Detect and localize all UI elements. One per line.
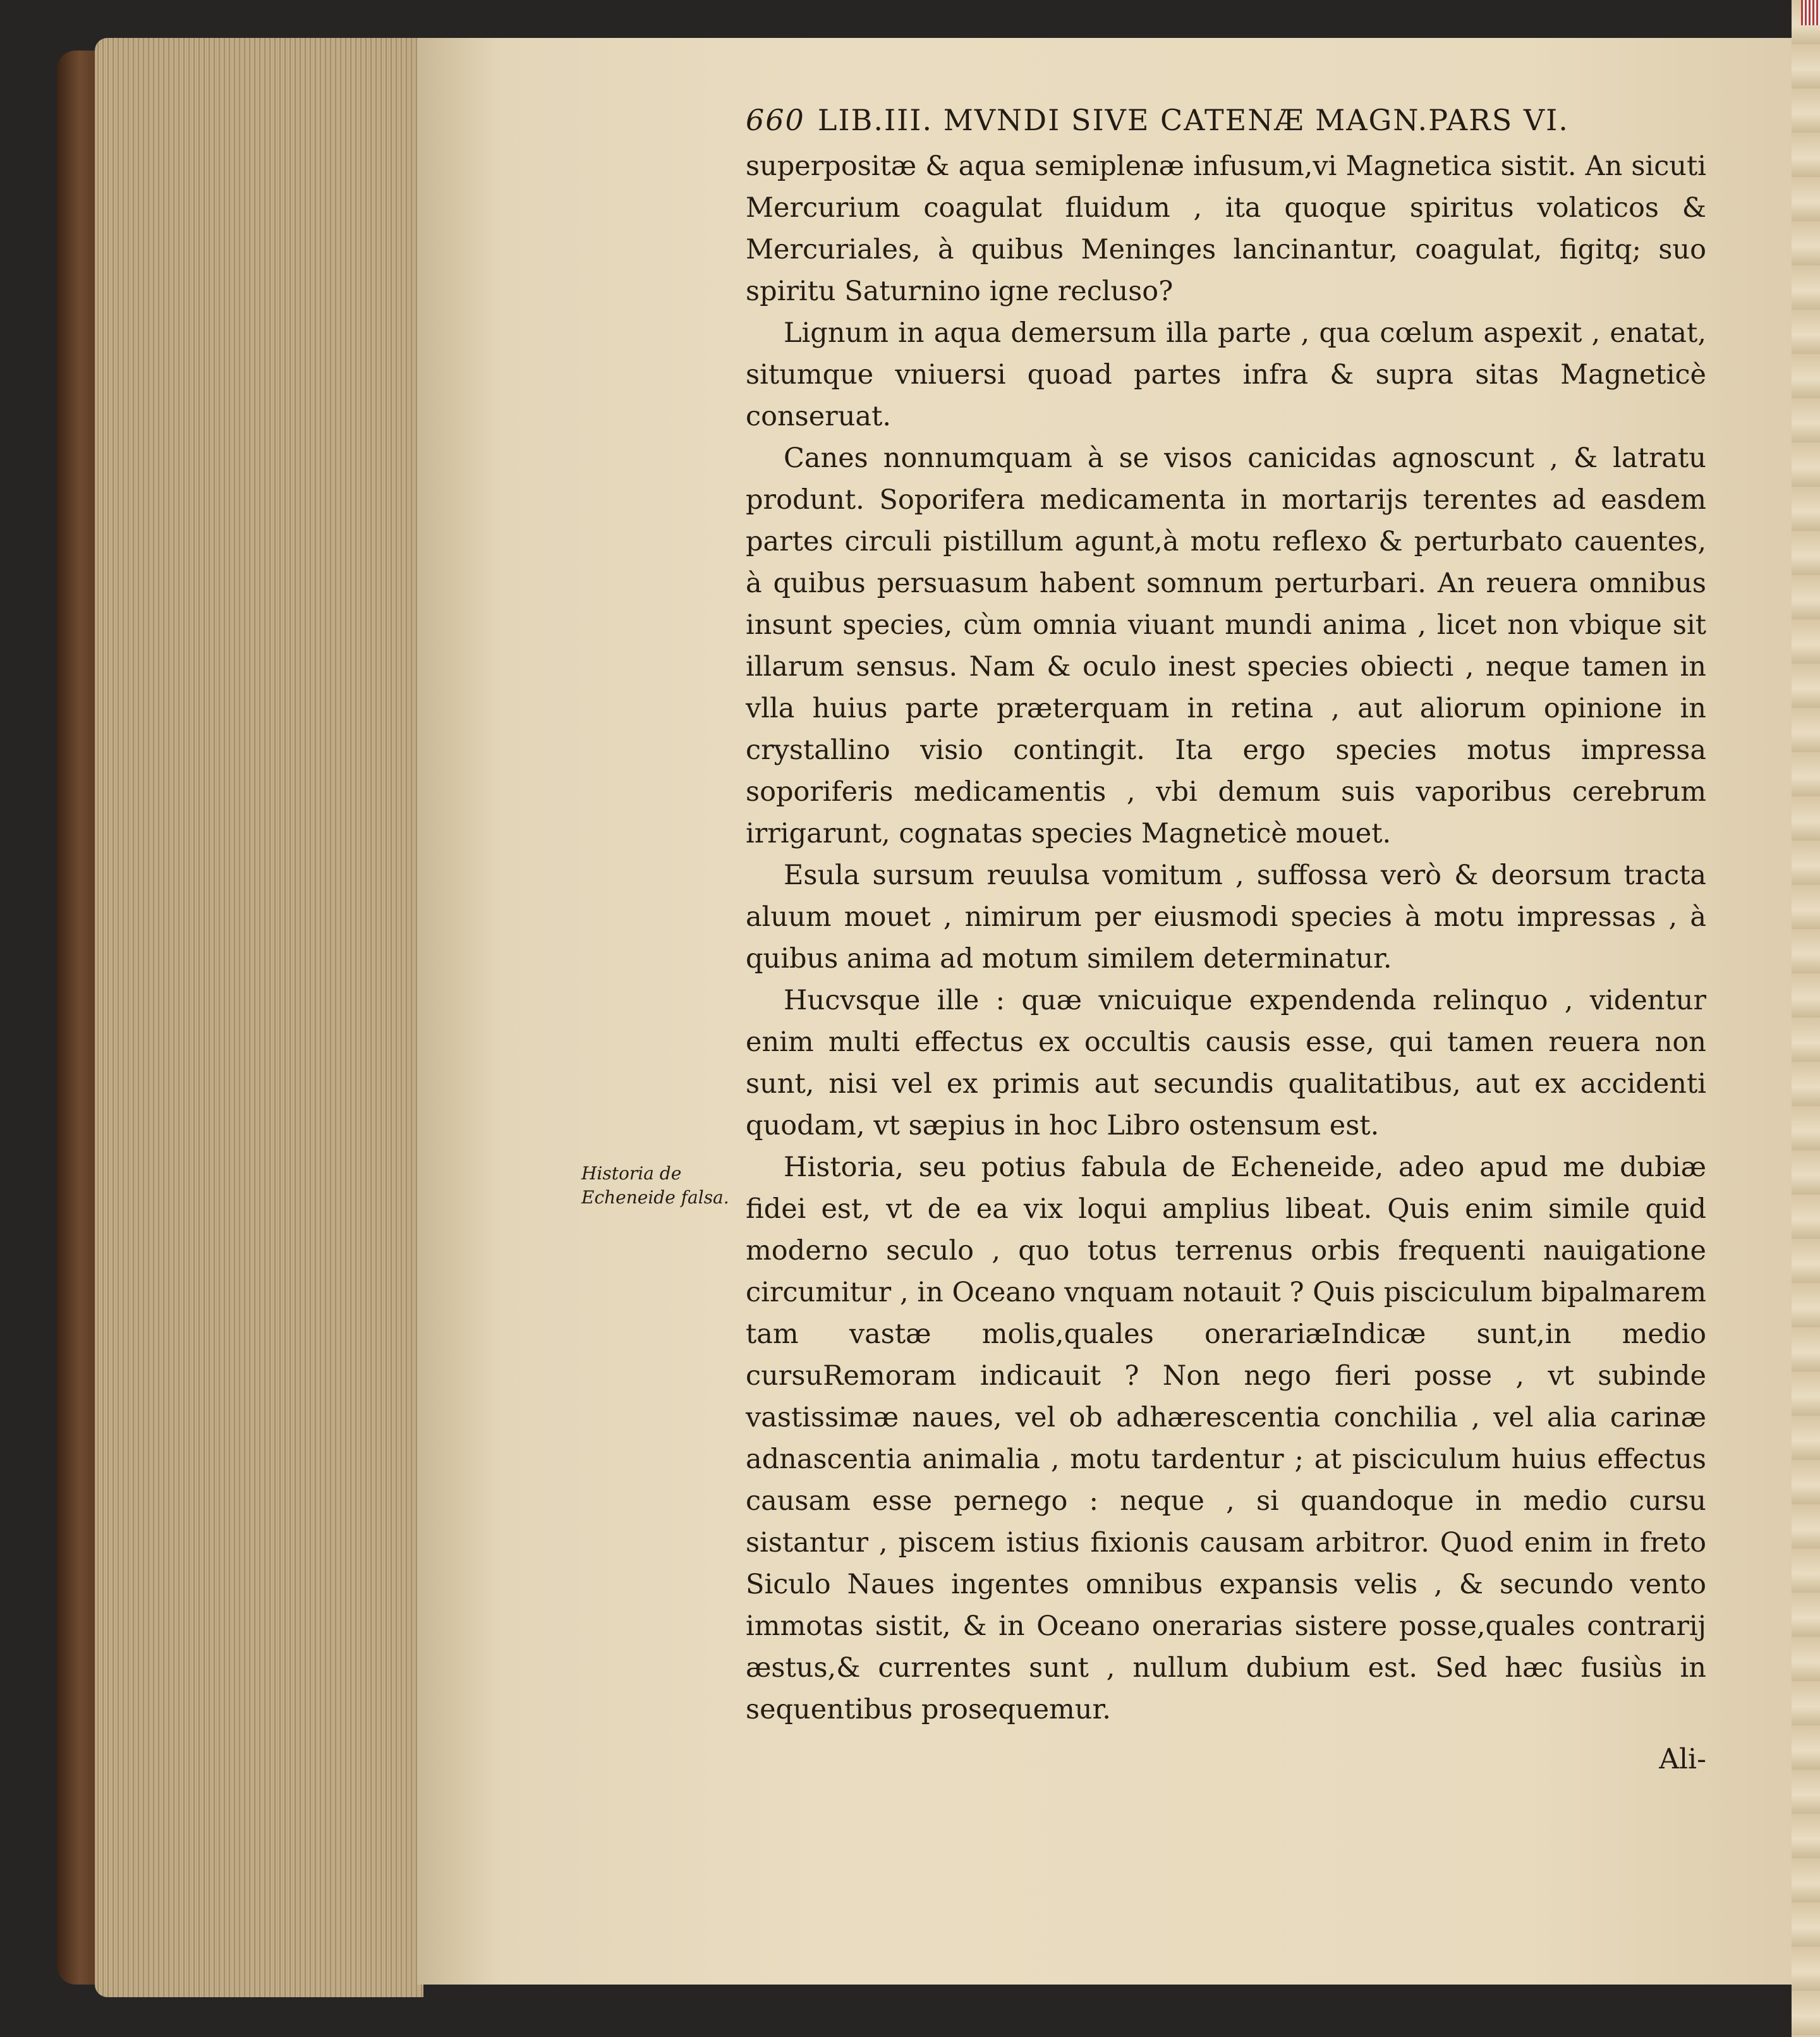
paragraph-4: Esula sursum reuulsa vomitum , suffossa verò & deorsum tracta aluum mouet , nimirum per eiusmodi species à motu impressas , à quibus anima ad motum similem determinatur.	[746, 860, 1706, 975]
page-edges	[95, 38, 423, 1997]
catchword: Ali-	[1659, 1743, 1706, 1775]
page-text-block	[746, 95, 1706, 1775]
paragraph-6: Historia, seu potius fabula de Echeneide, adeo apud me dubiæ fidei est, vt de ea vix loqui amplius libeat. Quis enim simile quid moderno seculo , quo totus terrenus orbis frequenti nauigatione circumitur , in Oceano vnquam notauit ? Quis pisciculum bipalmarem tam vastæ molis,quales onerariæIndicæ sunt,in medio cursuRemoram indicauit ? Non nego fieri posse , vt subinde vastissimæ naues, vel ob adhærescentia conchilia , vel alia carinæ adnascentia animalia , motu tardentur ; at pisciculum huius effectus causam esse pernego : neque , si quandoque in medio cursu sistantur , piscem istius fixionis causam arbitror. Quod enim in freto Siculo Naues ingentes omnibus expansis velis , & secundo vento immotas sistit, & in Oceano onerarias sistere posse,quales contrarij æstus,& currentes sunt , nullum dubium est. Sed hæc fusiùs in sequentibus prosequemur.	[746, 1152, 1706, 1725]
paragraph-5: Hucvsque ille : quæ vnicuique expendenda relinquo , videntur enim multi effectus ex occultis causis esse, qui tamen reuera non sunt, nisi vel ex primis aut secundis qualitatibus, aut ex accidenti quodam, vt sæpius in hoc Libro ostensum est.	[746, 985, 1706, 1141]
running-title: LIB.III. MVNDI SIVE CATENÆ MAGN.PARS VI.	[817, 103, 1569, 137]
paragraph-3: Canes nonnumquam à se visos canicidas agnoscunt , & latratu produnt. Soporifera medicamenta in mortarijs terentes ad easdem partes circuli pistillum agunt,à motu reflexo & perturbato cauentes, à quibus persuasum habent somnum perturbari. An reuera omnibus insunt species, cùm omnia viuant mundi anima , licet non vbique sit illarum sensus. Nam & oculo inest species obiecti , neque tamen in vlla huius parte præterquam in retina , aut aliorum opinione in crystallino visio contingit. Ita ergo species motus impressa soporiferis medicamentis , vbi demum suis vaporibus cerebrum irrigarunt, cognatas species Magneticè mouet.	[746, 442, 1706, 849]
paragraph-2: Lignum in aqua demersum illa parte , qua cœlum aspexit , enatat, situmque vniuersi quoad partes infra & supra sitas Magneticè conseruat.	[746, 317, 1706, 432]
paragraph-1: superpositæ & aqua semiplenæ infusum,vi Magnetica sistit. An sicuti Mercurium coagulat fluidum , ita quoque spiritus volaticos & Mercuriales, à quibus Meninges lancinantur, coagulat, figitq; suo spiritu Saturnino igne recluso?	[746, 150, 1706, 307]
right-page-edges	[1792, 0, 1820, 2037]
marginal-note: Historia de Echeneide falsa.	[581, 1163, 729, 1208]
red-ribbon-edge	[1801, 0, 1820, 25]
page-number: 660	[746, 103, 805, 137]
running-header	[746, 95, 1706, 145]
